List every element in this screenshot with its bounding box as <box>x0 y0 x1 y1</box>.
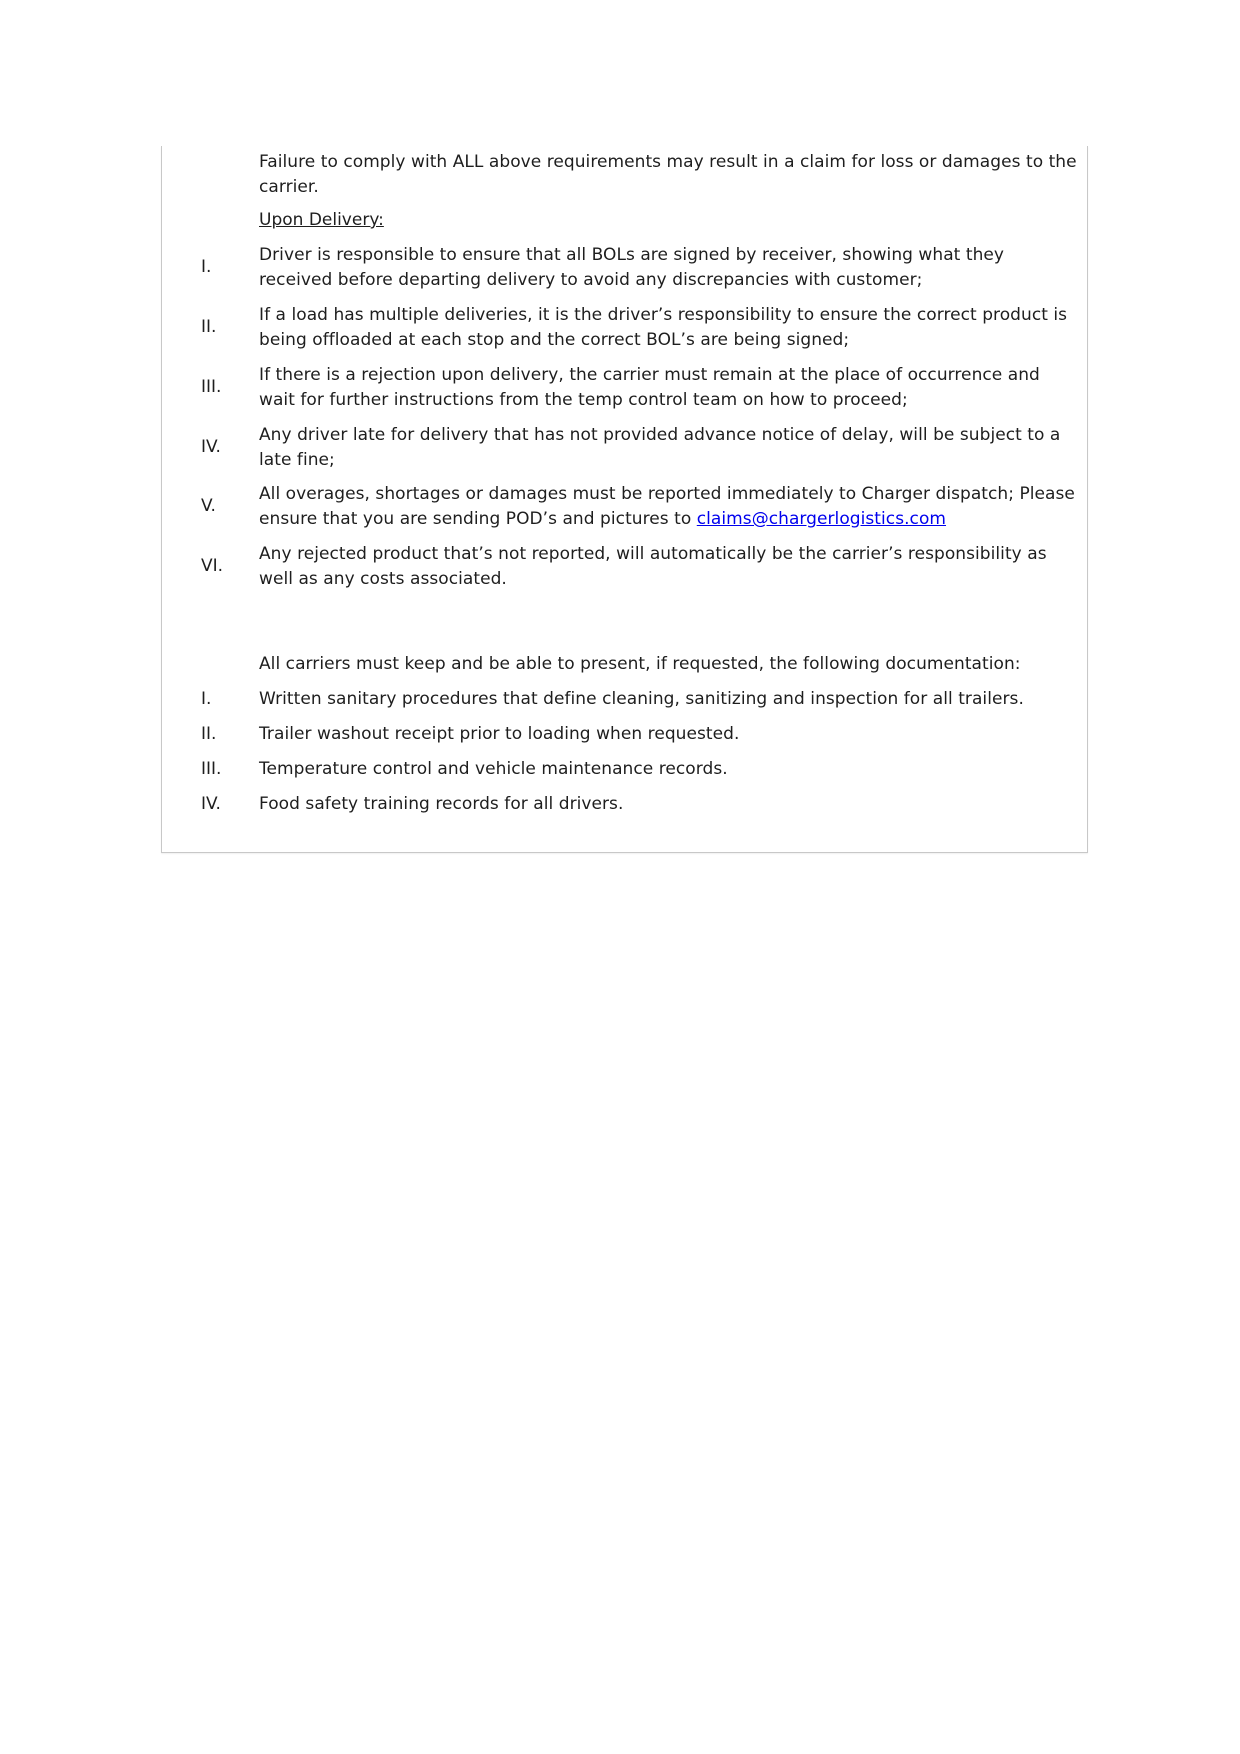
list-numeral: VI. <box>201 556 224 576</box>
list-item-text: Any rejected product that’s not reported, will automatically be the carrier’s responsibility as well as any costs associated. <box>259 544 1047 589</box>
list-item-text: Driver is responsible to ensure that all BOLs are signed by receiver, showing what they received before departing delivery to avoid any discrepancies with customer; <box>259 245 1005 290</box>
list-item-text: If a load has multiple deliveries, it is the driver’s responsibility to ensure the correct product is being offloaded at each stop and the correct BOL’s are being signed; <box>259 305 1068 350</box>
list-item-text: If there is a rejection upon delivery, the carrier must remain at the place of occurrence and wait for further instructions from the temp control team on how to proceed; <box>259 365 1040 410</box>
list-numeral: IV. <box>201 437 221 457</box>
list-item-text: Trailer washout receipt prior to loading when requested. <box>259 724 740 744</box>
list-numeral: V. <box>201 496 216 516</box>
claims-email-link[interactable]: claims@chargerlogistics.com <box>696 509 947 529</box>
list-item-text: Temperature control and vehicle maintenance records. <box>259 759 728 779</box>
list-numeral: III. <box>201 377 222 397</box>
list-item-text: Food safety training records for all drivers. <box>259 794 624 814</box>
list-item-text-body: All overages, shortages or damages must be reported immediately to Charger dispatch; Please ensure that you are sending POD’s and pictures to <box>259 484 1075 529</box>
list-numeral: II. <box>201 317 217 337</box>
upon-delivery-heading: Upon Delivery: <box>259 210 384 230</box>
list-numeral: III. <box>201 759 222 779</box>
list-numeral: IV. <box>201 794 221 814</box>
document-frame <box>161 146 1088 853</box>
failure-notice: Failure to comply with ALL above requirements may result in a claim for loss or damages to the carrier. <box>259 152 1077 197</box>
list-item-text: Any driver late for delivery that has not provided advance notice of delay, will be subject to a late fine; <box>259 425 1061 470</box>
list-numeral: I. <box>201 257 212 277</box>
list-item-text: Written sanitary procedures that define cleaning, sanitizing and inspection for all trailers. <box>259 689 1024 709</box>
list-numeral: I. <box>201 689 212 709</box>
list-numeral: II. <box>201 724 217 744</box>
documentation-intro: All carriers must keep and be able to present, if requested, the following documentation: <box>259 654 1021 674</box>
list-item-text <box>259 482 1081 532</box>
